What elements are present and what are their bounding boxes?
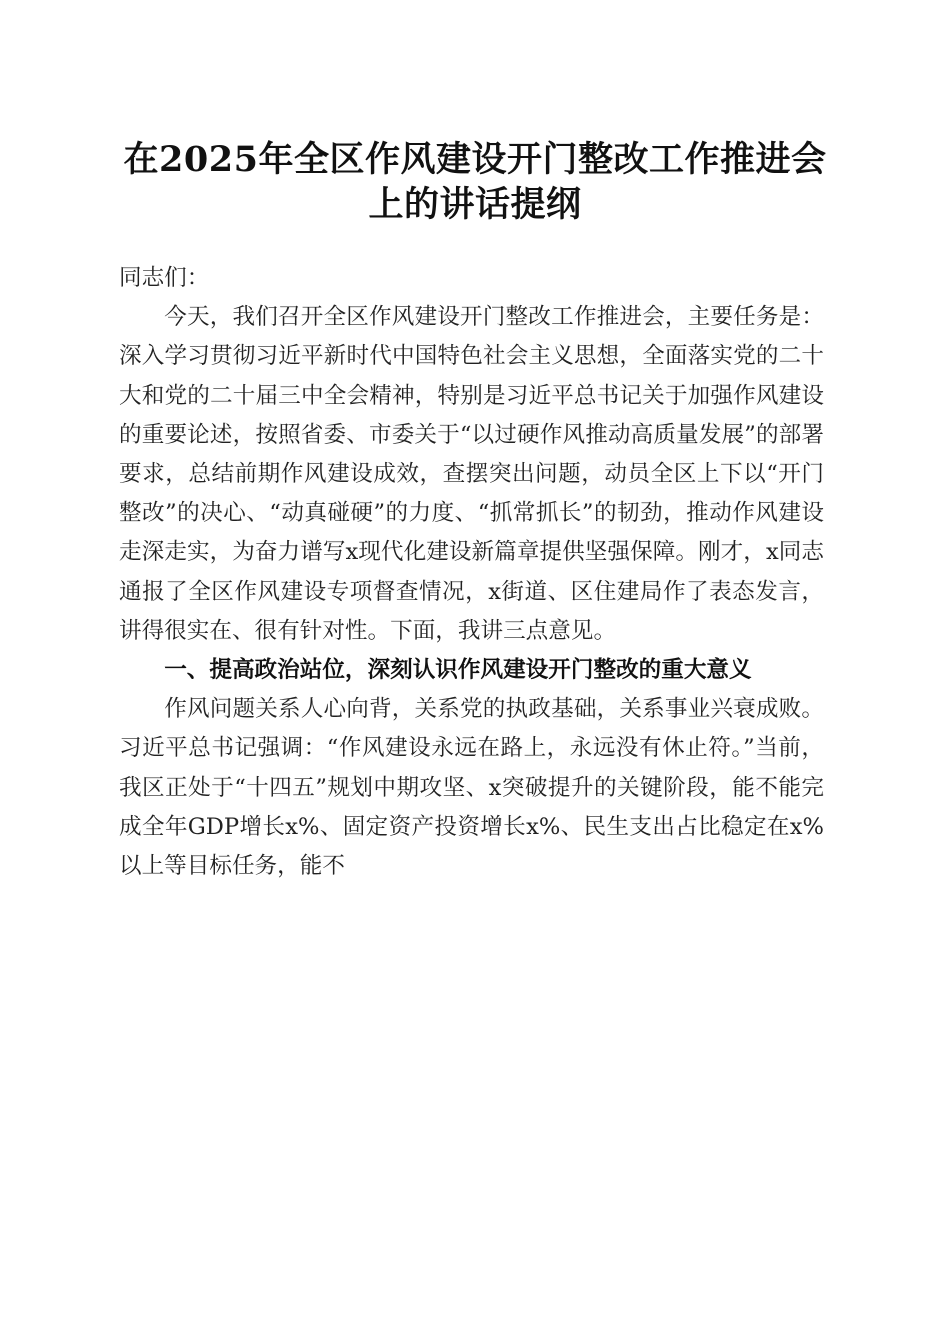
- title-line-2: 上的讲话提纲: [368, 184, 582, 225]
- section-heading-1: 一、提高政治站位，深刻认识作风建设开门整改的重大意义: [164, 657, 752, 684]
- paragraph-section-1: 作风问题关系人心向背，关系党的执政基础，关系事业兴衰成败。习近平总书记强调：“作风建设永远在路上，永远没有休止符。”当前，我区正处于“十四五”规划中期攻坚、x突破提升的关键阶段，能不能完成全年GDP增长x%、固定资产投资增长x%、民生支出占比稳定在x%以上等目标任务，能不: [119, 696, 824, 880]
- salutation: 同志们：: [119, 265, 210, 291]
- document-title: [110, 137, 840, 227]
- document-body: [119, 259, 824, 886]
- title-line-1: 在2025年全区作风建设开门整改工作推进会: [123, 139, 827, 180]
- paragraph-intro: 今天，我们召开全区作风建设开门整改工作推进会，主要任务是：深入学习贯彻习近平新时代中国特色社会主义思想，全面落实党的二十大和党的二十届三中全会精神，特别是习近平总书记关于加强作风建设的重要论述，按照省委、市委关于“以过硬作风推动高质量发展”的部署要求，总结前期作风建设成效，查摆突出问题，动员全区上下以“开门整改”的决心、“动真碰硬”的力度、“抓常抓长”的韧劲，推动作风建设走深走实，为奋力谱写x现代化建设新篇章提供坚强保障。刚才，x同志通报了全区作风建设专项督查情况，x街道、区住建局作了表态发言，讲得很实在、很有针对性。下面，我讲三点意见。: [119, 304, 824, 644]
